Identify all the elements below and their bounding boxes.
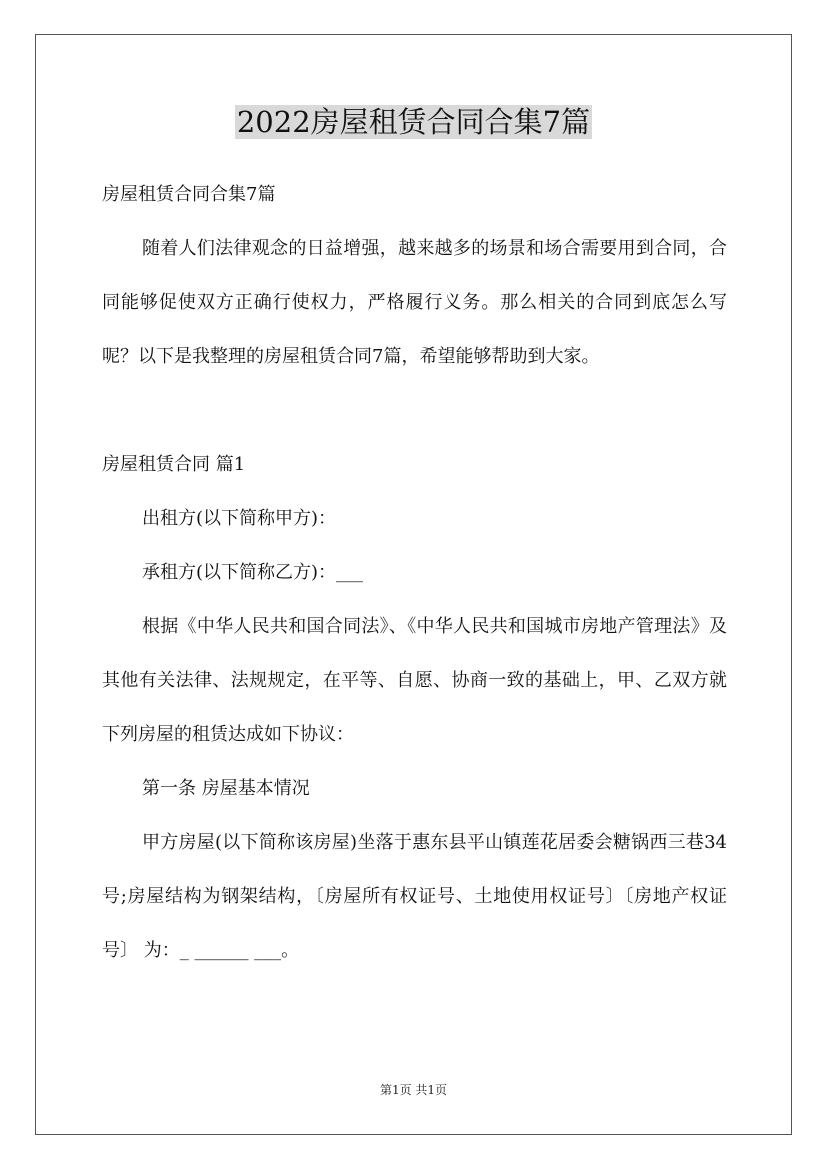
document-title [0,100,827,144]
article-1-body: 甲方房屋(以下简称该房屋)坐落于惠东县平山镇莲花居委会糖锅西三巷34号;房屋结构为钢架结构，〔房屋所有权证号、土地使用权证号〕〔房地产权证号〕 为：_ ______ ___。 [102,832,727,961]
page-number: 第1页 共1页 [379,1083,448,1097]
document-subtitle: 房屋租赁合同合集7篇 [102,184,276,205]
lessor-line: 出租方(以下简称甲方)： [142,508,337,529]
basis-paragraph: 根据《中华人民共和国合同法》、《中华人民共和国城市房地产管理法》及其他有关法律、法规规定，在平等、自愿、协商一致的基础上，甲、乙双方就下列房屋的租赁达成如下协议： [102,616,727,745]
section-heading: 房屋租赁合同 篇1 [102,454,246,475]
intro-paragraph: 随着人们法律观念的日益增强，越来越多的场景和场合需要用到合同，合同能够促使双方正确行使权力，严格履行义务。那么相关的合同到底怎么写呢？以下是我整理的房屋租赁合同7篇，希望能够帮助到大家。 [102,238,727,367]
document-body [102,168,727,978]
document-title-text: 2022房屋租赁合同合集7篇 [236,105,591,139]
lessee-line: 承租方(以下简称乙方)：___ [142,562,364,583]
article-1-heading: 第一条 房屋基本情况 [142,778,310,799]
page-footer [0,1082,827,1098]
